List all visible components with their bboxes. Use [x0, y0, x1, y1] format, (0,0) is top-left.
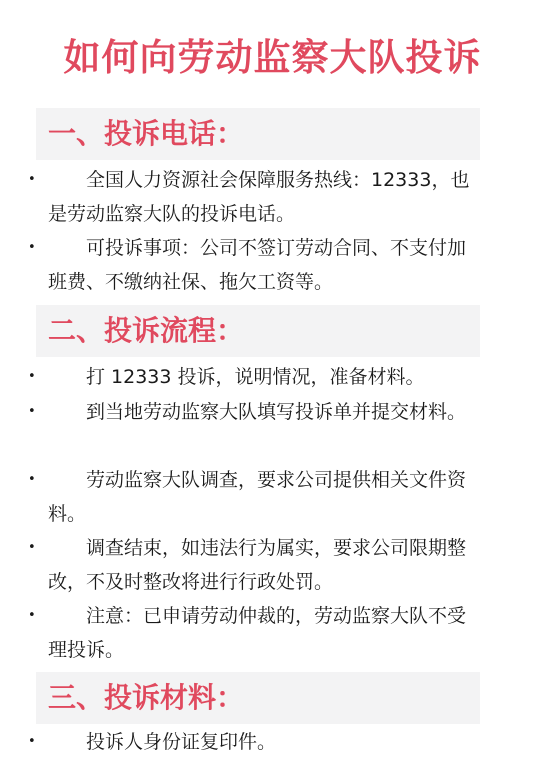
bullet-dot: •	[28, 172, 36, 187]
section-heading-text: 三、投诉材料：	[48, 681, 245, 714]
bullet-dot: •	[28, 734, 36, 749]
bullet-dot: •	[28, 369, 36, 384]
list-item-text: 全国人力资源社会保障服务热线：12333，也是劳动监察大队的投诉电话。	[48, 169, 470, 225]
list-item-text: 打 12333 投诉，说明情况，准备材料。	[86, 366, 425, 388]
bullet-dot: •	[28, 608, 36, 623]
section-heading-complaint-process	[36, 305, 480, 357]
bullet-dot: •	[28, 540, 36, 555]
section-heading-text: 一、投诉电话：	[48, 117, 245, 150]
section-heading-text: 二、投诉流程：	[48, 314, 245, 347]
list-item-text: 调查结束，如违法行为属实，要求公司限期整改，不及时整改将进行行政处罚。	[48, 537, 467, 593]
list-item-text: 可投诉事项：公司不签订劳动合同、不支付加班费、不缴纳社保、拖欠工资等。	[48, 237, 467, 293]
list-item-text: 注意：已申请劳动仲裁的，劳动监察大队不受理投诉。	[48, 605, 467, 661]
list-item-text: 到当地劳动监察大队填写投诉单并提交材料。	[86, 401, 467, 423]
page-title: 如何向劳动监察大队投诉	[63, 36, 482, 79]
list-item-text: 投诉人身份证复印件。	[86, 731, 277, 753]
section-heading-complaint-materials	[36, 672, 480, 724]
list-item-text: 劳动监察大队调查，要求公司提供相关文件资料。	[48, 469, 467, 525]
bullet-dot: •	[28, 240, 36, 255]
section-heading-complaint-phone	[36, 108, 480, 160]
bullet-dot: •	[28, 404, 36, 419]
bullet-dot: •	[28, 472, 36, 487]
